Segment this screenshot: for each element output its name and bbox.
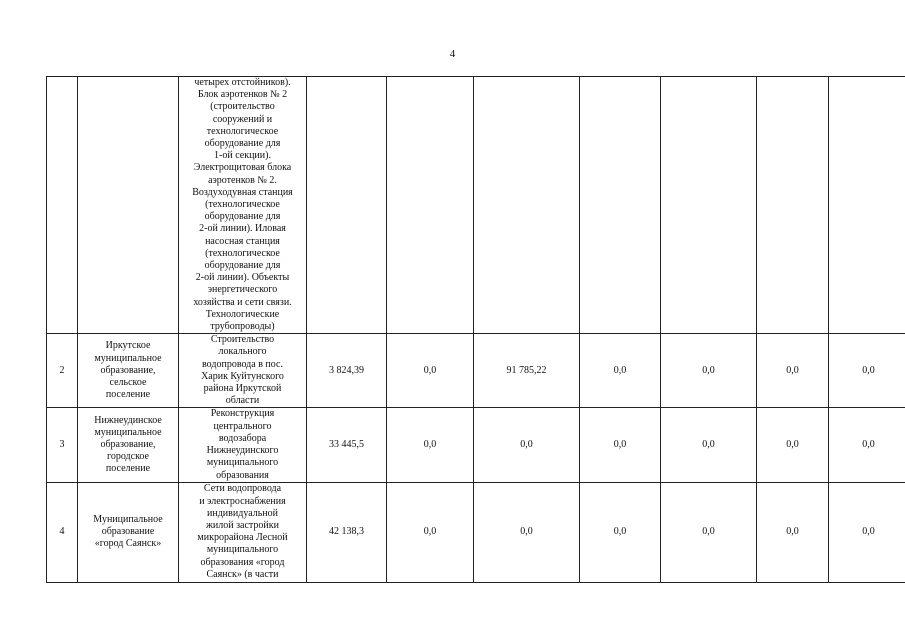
value-cell bbox=[757, 77, 829, 334]
value-cell bbox=[661, 77, 757, 334]
table-row bbox=[47, 482, 905, 582]
value-cell: 0,0 bbox=[757, 334, 829, 408]
value-cell bbox=[829, 77, 905, 334]
page-number: 4 bbox=[449, 48, 456, 60]
row-number: 3 bbox=[47, 408, 78, 482]
value-cell: 42 138,3 bbox=[307, 482, 387, 582]
value-cell bbox=[580, 77, 661, 334]
value-cell: 0,0 bbox=[661, 334, 757, 408]
value-cell: 0,0 bbox=[829, 334, 905, 408]
value-cell bbox=[387, 77, 474, 334]
value-cell: 3 824,39 bbox=[307, 334, 387, 408]
value-cell: 0,0 bbox=[474, 408, 580, 482]
value-cell: 0,0 bbox=[829, 482, 905, 582]
value-cell: 0,0 bbox=[757, 482, 829, 582]
value-cell bbox=[474, 77, 580, 334]
value-cell: 91 785,22 bbox=[474, 334, 580, 408]
value-cell: 0,0 bbox=[580, 408, 661, 482]
value-cell: 33 445,5 bbox=[307, 408, 387, 482]
row-number: 4 bbox=[47, 482, 78, 582]
value-cell: 0,0 bbox=[829, 408, 905, 482]
municipality-cell: Нижнеудинское муниципальное образование, городское поселение bbox=[78, 408, 179, 482]
value-cell: 0,0 bbox=[580, 334, 661, 408]
value-cell: 0,0 bbox=[387, 482, 474, 582]
table-row bbox=[47, 77, 905, 334]
municipality-cell bbox=[78, 77, 179, 334]
row-number: 2 bbox=[47, 334, 78, 408]
table-row bbox=[47, 334, 905, 408]
value-cell: 0,0 bbox=[387, 334, 474, 408]
object-cell: Сети водопровода и электроснабжения индивидуальной жилой застройки микрорайона Лесной муниципального образования «город Саянск» (в части bbox=[179, 482, 307, 582]
row-number bbox=[47, 77, 78, 334]
object-cell: Реконструкция центрального водозабора Нижнеудинского муниципального образования bbox=[179, 408, 307, 482]
object-cell: четырех отстойников). Блок аэротенков № 2 (строительство сооружений и технологическое оборудование для 1-ой секции). Электрощитовая блока аэротенков № 2. Воздуходувная станция (технологическое оборудование для 2-ой линии). Иловая насосная станция (технологическое оборудование для 2-ой линии). Объекты энергетического хозяйства и сети связи. Технологические трубопроводы) bbox=[179, 77, 307, 334]
data-table bbox=[46, 76, 905, 583]
value-cell: 0,0 bbox=[580, 482, 661, 582]
municipality-cell: Муниципальное образование «город Саянск» bbox=[78, 482, 179, 582]
value-cell bbox=[307, 77, 387, 334]
value-cell: 0,0 bbox=[661, 408, 757, 482]
value-cell: 0,0 bbox=[387, 408, 474, 482]
value-cell: 0,0 bbox=[474, 482, 580, 582]
table-row bbox=[47, 408, 905, 482]
value-cell: 0,0 bbox=[757, 408, 829, 482]
municipality-cell: Иркутское муниципальное образование, сельское поселение bbox=[78, 334, 179, 408]
value-cell: 0,0 bbox=[661, 482, 757, 582]
object-cell: Строительство локального водопровода в пос. Харик Куйтунского района Иркутской области bbox=[179, 334, 307, 408]
